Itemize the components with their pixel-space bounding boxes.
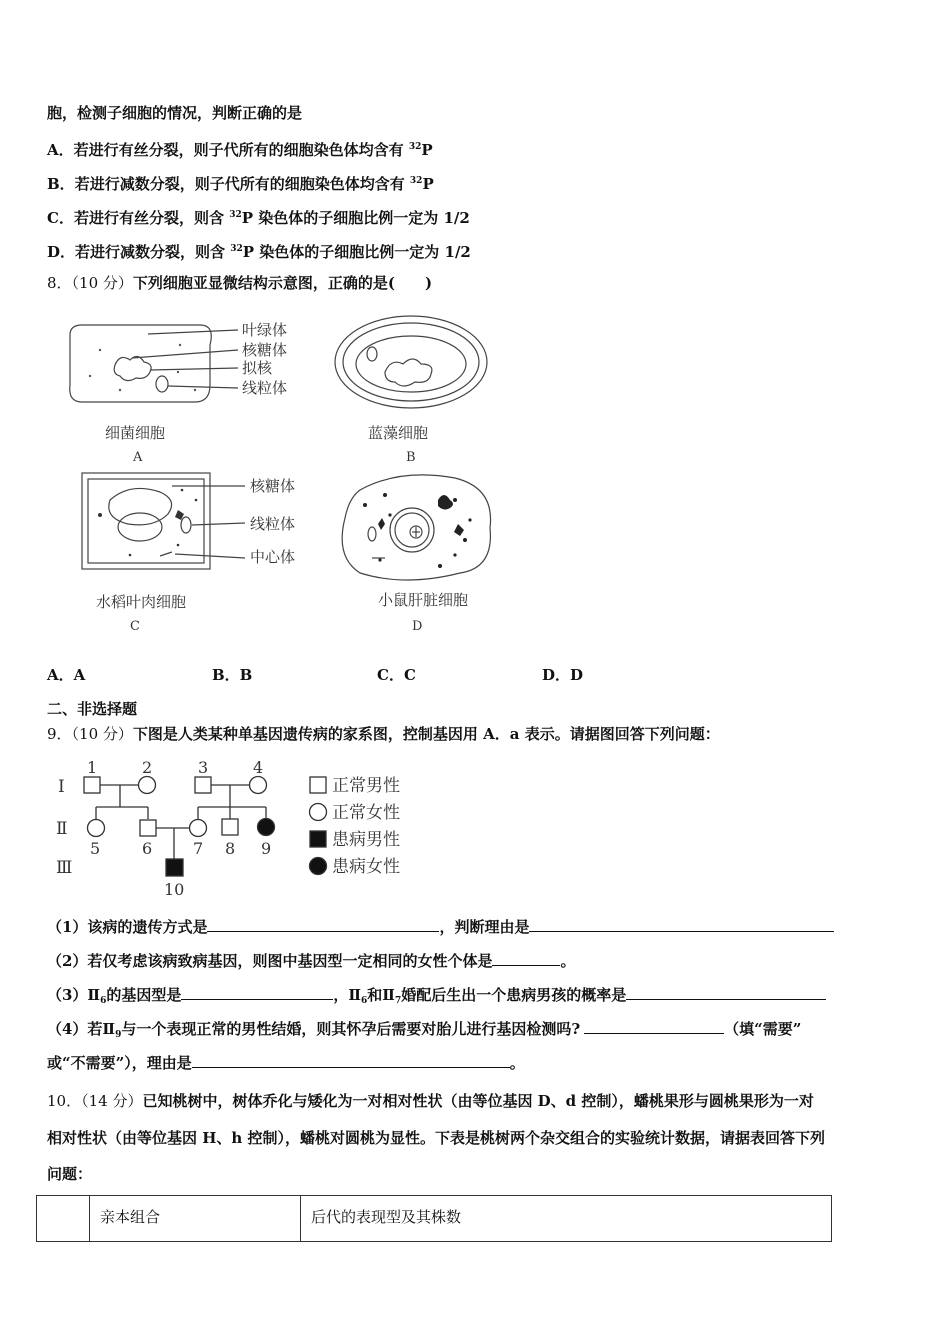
legend-affected-male: 患病男性 (332, 830, 400, 850)
q7-option-b: B．若进行减数分裂，则子代所有的细胞染色体均含有 $^{32}$P (47, 175, 434, 193)
blank-probability[interactable] (626, 985, 826, 1000)
label-chloroplast: 叶绿体 (242, 321, 288, 339)
id-7: 7 (193, 839, 204, 858)
label-ribosome-a: 核糖体 (242, 341, 288, 359)
name-mouse-liver-cell: 小鼠肝脏细胞 (378, 591, 469, 609)
blank-same-genotype-females[interactable] (492, 951, 560, 966)
q9-sub3: $(3)Ⅱ_6$的基因型是 ，$Ⅱ_6$和$Ⅱ_7$婚配后生出一个患病男孩的概率是 (47, 985, 826, 1011)
label-nucleoid: 拟核 (242, 359, 273, 377)
id-10: 10 (164, 880, 185, 899)
table-header-row (37, 1196, 832, 1242)
id-6: 6 (142, 839, 153, 858)
q7-option-d: D．若进行减数分裂，则含 $^{32}$P 染色体的子细胞比例一定为 1/2 (47, 243, 471, 261)
table-header-offspring: 后代的表现型及其株数 (301, 1196, 832, 1242)
generation-i: Ⅰ (58, 777, 65, 797)
q7-option-c: C．若进行有丝分裂，则含 $^{32}$P 染色体的子细胞比例一定为 1/2 (47, 209, 470, 227)
q7-stem: 胞，检测子细胞的情况，判断正确的是 (47, 104, 303, 122)
table-header-parents: 亲本组合 (90, 1196, 301, 1242)
generation-iii: Ⅲ (56, 858, 73, 878)
id-3: 3 (198, 758, 209, 777)
generation-ii: Ⅱ (56, 819, 68, 839)
id-2: 2 (142, 758, 153, 777)
q8-option-a: A．A (47, 666, 86, 684)
blank-reason[interactable] (529, 917, 834, 932)
blank-testing-reason[interactable] (192, 1053, 510, 1068)
label-centriole: 中心体 (250, 548, 296, 566)
mouse-liver-cell-diagram (342, 475, 490, 580)
q9-sub1: （1）该病的遗传方式是 ，判断理由是 (47, 917, 834, 937)
q9-sub4: （4）若$Ⅱ_9$与一个表现正常的男性结婚，则其怀孕后需要对胎儿进行基因检测吗? （填“需要” (47, 1020, 802, 1040)
letter-c: C (130, 619, 140, 634)
q9-sub2: （2）若仅考虑该病致病基因，则图中基因型一定相同的女性个体是 。 (47, 952, 576, 970)
id-9: 9 (261, 839, 272, 858)
label-mitochondrion-a: 线粒体 (242, 379, 288, 397)
q8-option-c: C．C (377, 666, 416, 684)
cell-structure-figure (60, 310, 510, 645)
hybrid-cross-table (36, 1195, 832, 1242)
blank-inheritance-mode[interactable] (207, 917, 439, 932)
q9-sub4-cont: 或“不需要”），理由是 。 (47, 1054, 525, 1072)
name-rice-leaf-cell: 水稻叶肉细胞 (96, 593, 187, 611)
pedigree-chart (50, 755, 420, 900)
id-4: 4 (253, 758, 264, 777)
id-8: 8 (225, 839, 236, 858)
bacterial-cell-diagram (70, 325, 238, 402)
q10-line1: 10．（14 分）已知桃树中，树体乔化与矮化为一对相对性状（由等位基因 D、d 控制），蟠桃果形与圆桃果形为一对 (47, 1092, 814, 1110)
legend-affected-female: 患病女性 (332, 857, 400, 877)
q9-stem: 9．（10 分）下图是人类某种单基因遗传病的家系图，控制基因用 A．a 表示。请据图回答下列问题： (47, 725, 720, 743)
letter-a: A (133, 450, 143, 465)
q8-option-d: D．D (542, 666, 584, 684)
letter-b: B (406, 450, 416, 465)
name-bacterial-cell: 细菌细胞 (105, 424, 166, 442)
cyanobacteria-diagram (335, 316, 487, 408)
q10-line2: 相对性状（由等位基因 H、h 控制），蟠桃对圆桃为显性。下表是桃树两个杂交组合的实验统计数据，请据表回答下列 (47, 1129, 826, 1147)
rice-leaf-cell-diagram (82, 473, 245, 569)
id-5: 5 (90, 839, 101, 858)
label-ribosome-c: 核糖体 (250, 477, 296, 495)
id-1: 1 (87, 758, 98, 777)
legend-normal-female: 正常女性 (332, 803, 400, 823)
legend-normal-male: 正常男性 (332, 776, 400, 796)
letter-d: D (412, 619, 423, 634)
q10-line3: 问题： (47, 1165, 93, 1183)
q7-option-a: A．若进行有丝分裂，则子代所有的细胞染色体均含有 $^{32}$P (47, 141, 433, 159)
q8-option-b: B．B (212, 666, 253, 684)
q8-stem: 8．（10 分）下列细胞亚显微结构示意图，正确的是( ) (47, 274, 433, 292)
blank-need-testing[interactable] (584, 1019, 724, 1034)
table-header-blank (37, 1196, 90, 1242)
name-cyanobacteria: 蓝藻细胞 (368, 424, 429, 442)
section-heading: 二、非选择题 (47, 700, 138, 718)
blank-genotype-ii6[interactable] (181, 985, 333, 1000)
label-mitochondrion-c: 线粒体 (250, 515, 296, 533)
